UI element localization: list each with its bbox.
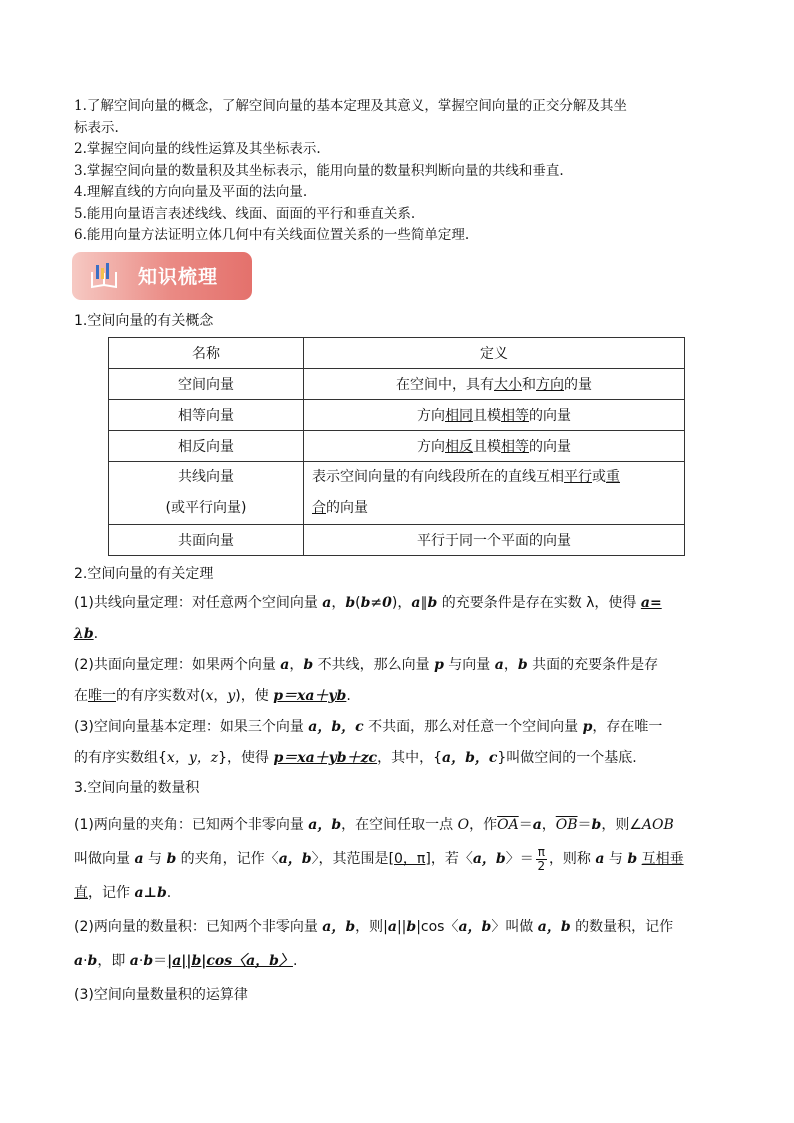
book-chart-icon [90,262,118,290]
row-name: 相等向量 [109,400,304,431]
objective-1-cont: 标表示. [74,119,119,136]
header-definition: 定义 [304,338,685,369]
row-name: 相反向量 [109,431,304,462]
objective-5: 5.能用向量语言表述线线、线面、面面的平行和垂直关系. [74,205,416,222]
section-2-body [74,588,724,774]
table-row [109,525,685,556]
collinear-theorem: (1)共线向量定理：对任意两个空间向量 a，b(b≠0)，a∥b 的充要条件是存在实数 λ，使得 a= λb. [74,595,662,642]
row-name: 共线向量 (或平行向量) [109,462,304,525]
objective-3: 3.掌握空间向量的数量积及其坐标表示，能用向量的数量积判断向量的共线和垂直. [74,162,564,179]
pi-over-2: $\frac{\pi}{2}$ [537,844,546,873]
row-name: 共面向量 [109,525,304,556]
row-definition: 在空间中，具有大小和方向的量 [304,369,685,400]
section-3-body [74,808,724,1012]
dot-product-definition: (2)两向量的数量积：已知两个非零向量 a，b，则|a||b|cos〈a，b〉叫做 a，b 的数量积，记作 a·b，即 a·b＝|a||b|cos〈a，b〉. [74,919,674,969]
section-3-heading: 3.空间向量的数量积 [74,780,200,796]
basis-theorem: (3)空间向量基本定理：如果三个向量 a，b，c 不共面，那么对任意一个空间向量 p，存在唯一 的有序实数组{x，y，z}，使得 p＝xa＋yb＋zc，其中，{a，b，c}叫做空间的一个基底. [74,719,663,766]
banner-title: 知识梳理 [138,266,219,288]
row-definition: 平行于同一个平面的向量 [304,525,685,556]
section-1-heading: 1.空间向量的有关概念 [74,313,214,329]
row-definition: 方向相同且模相等的向量 [304,400,685,431]
objective-2: 2.掌握空间向量的线性运算及其坐标表示. [74,141,321,157]
vector-angle: (1)两向量的夹角：已知两个非零向量 a，b，在空间任取一点 O，作$\overline{OA}=a$，$\overline{OB}=b$，则∠AOB 叫做向量 a 与 b 的夹角，记作〈a，b〉，其范围是[0，π]，若〈a，b〉＝ $\frac{\pi}{2}$ ，则称 a 与 b 互相垂 直，记作 a⊥b. [74,817,684,901]
knowledge-banner [72,252,252,300]
objective-4: 4.理解直线的方向向量及平面的法向量. [74,184,308,200]
table-row [109,400,685,431]
coplanar-theorem: (2)共面向量定理：如果两个向量 a，b 不共线，那么向量 p 与向量 a，b 共面的充要条件是存 在唯一的有序实数对(x，y)，使 p＝xa＋yb. [74,657,659,704]
table-row [109,431,685,462]
dot-product-laws: (3)空间向量数量积的运算律 [74,987,248,1003]
row-definition: 方向相反且模相等的向量 [304,431,685,462]
table-header-row [109,338,685,369]
learning-objectives [74,96,734,247]
header-name: 名称 [109,338,304,369]
objective-6: 6.能用向量方法证明立体几何中有关线面位置关系的一些简单定理. [74,227,470,243]
objective-1: 1.了解空间向量的概念，了解空间向量的基本定理及其意义，掌握空间向量的正交分解及其坐 [74,98,627,114]
row-definition: 表示空间向量的有向线段所在的直线互相平行或重 合的向量 [304,462,685,525]
table-row [109,462,685,525]
table-row [109,369,685,400]
section-2-heading: 2.空间向量的有关定理 [74,566,214,582]
row-name: 空间向量 [109,369,304,400]
concept-table [108,337,685,556]
